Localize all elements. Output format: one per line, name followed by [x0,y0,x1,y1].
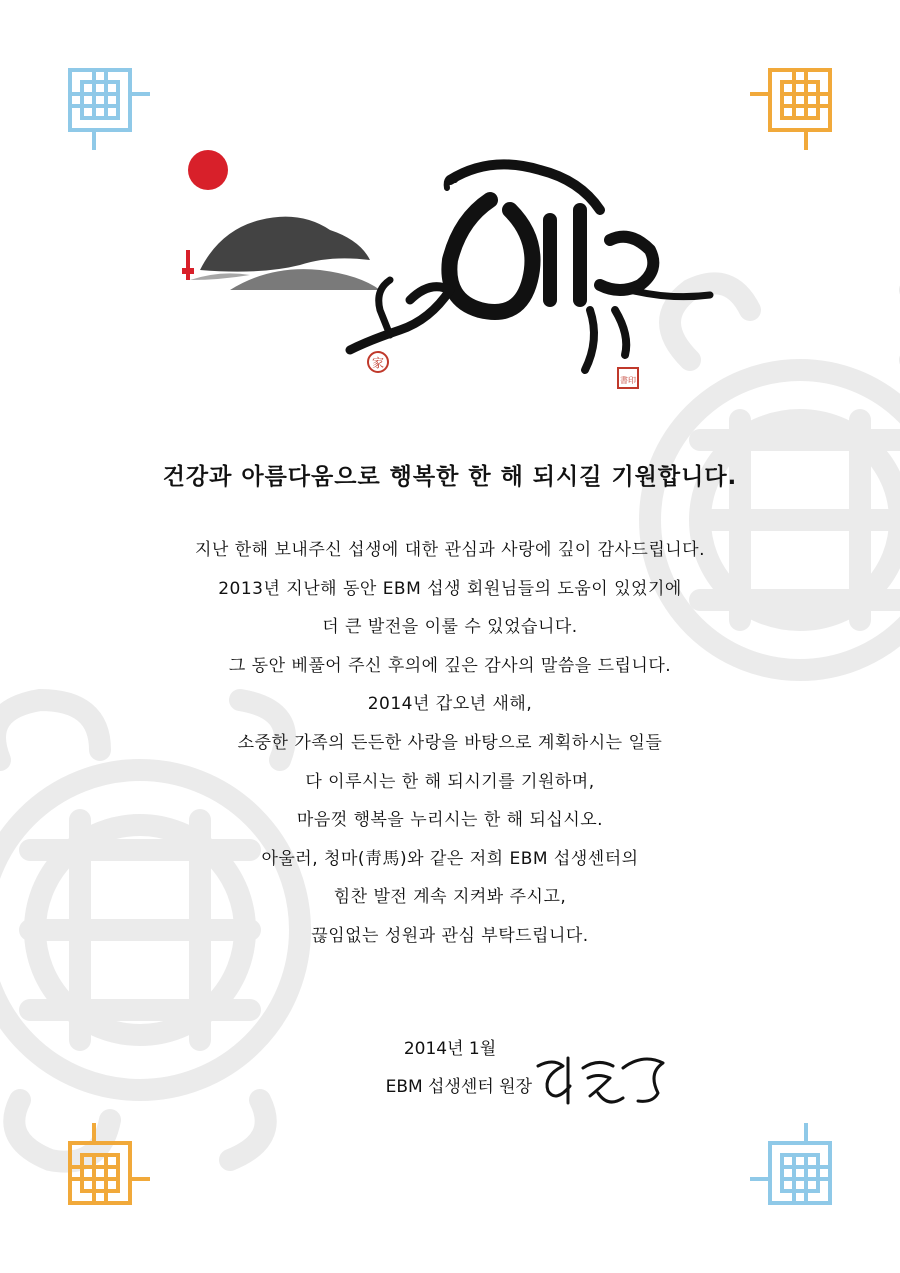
letter-line: 마음껏 행복을 누리시는 한 해 되십시오. [296,810,604,831]
letter-sender: EBM 섭생센터 원장 [385,1077,532,1097]
letter-line: 아울러, 청마(靑馬)와 같은 저희 EBM 섭생센터의 [261,848,639,869]
ink-painting [170,140,730,400]
corner-knot-top-right [750,70,830,150]
corner-knot-bottom-left [70,1123,150,1203]
letter-line: 더 큰 발전을 이룰 수 있었습니다. [322,617,578,638]
corner-knot-top-left [70,70,150,150]
letter-body [90,536,810,961]
small-red-mark [182,250,194,280]
horse-calligraphy-icon [350,164,710,370]
letter-headline: 건강과 아름다움으로 행복한 한 해 되시길 기원합니다. [162,464,738,490]
red-seal-right [618,368,638,388]
letter-line: 그 동안 베풀어 주신 후의에 깊은 감사의 말씀을 드립니다. [228,655,672,676]
mountain-ink [190,217,380,290]
letter-line: 다 이루시는 한 해 되시기를 기원하며, [305,771,595,792]
letter-line: 2014년 갑오년 새해, [367,694,533,715]
red-sun [188,150,228,190]
letter-date: 2014년 1월 [403,1039,497,1059]
letter-line: 끊임없는 성원과 관심 부탁드립니다. [311,925,589,946]
svg-text:書印: 書印 [620,376,636,385]
svg-text:家: 家 [371,356,385,370]
letter-line: 2013년 지난해 동안 EBM 섭생 회원님들의 도움이 있었기에 [218,578,682,599]
letter-line: 지난 한해 보내주신 섭생에 대한 관심과 사랑에 깊이 감사드립니다. [194,540,706,560]
corner-knot-bottom-right [750,1123,830,1203]
handwritten-signature [528,1048,678,1118]
letter-line: 소중한 가족의 든든한 사랑을 바탕으로 계획하시는 일들 [237,732,663,753]
letter-line: 힘찬 발전 계속 지켜봐 주시고, [333,887,567,908]
red-seal-left [368,352,388,372]
